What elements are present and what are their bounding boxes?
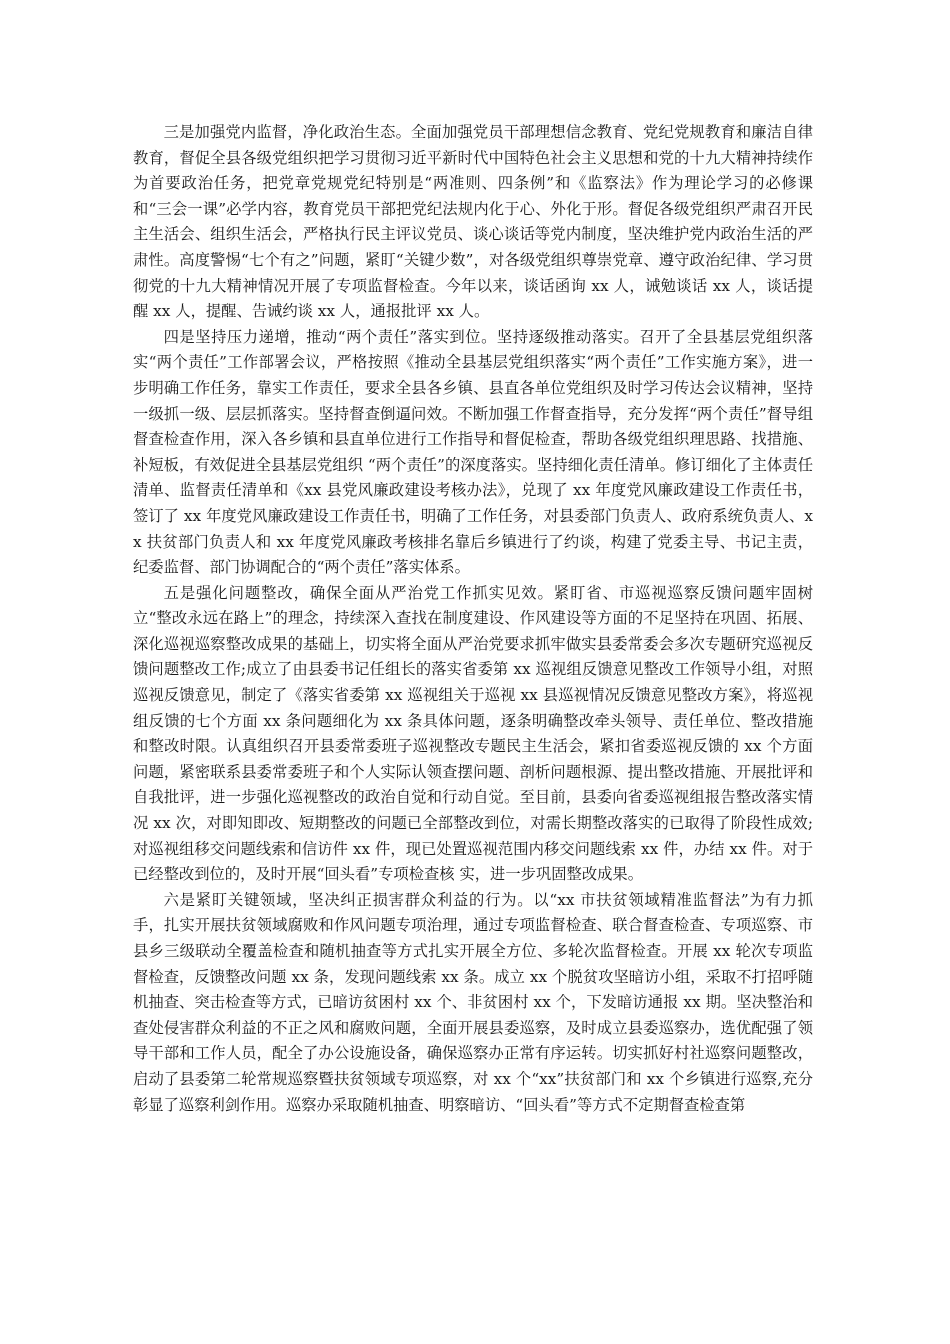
paragraph-two-responsibilities: 四是坚持压力递增，推动“两个责任”落实到位。坚持逐级推动落实。召开了全县基层党组织落实“两个责任”工作部署会议，严格按照《推动全县基层党组织落实“两个责任”工作实施方案》，进一步明确工作任务，靠实工作责任，要求全县各乡镇、县直各单位党组织及时学习传达会议精神，坚持一级抓一级、层层抓落实。坚持督查倒逼问效。不断加强工作督查指导，充分发挥“两个责任”督导组督查检查作用，深入各乡镇和县直单位进行工作指导和督促检查，帮助各级党组织理思路、找措施、补短板，有效促进全县基层党组织 “两个责任”的深度落实。坚持细化责任清单。修订细化了主体责任清单、监督责任清单和《xx 县党风廉政建设考核办法》，兑现了 xx 年度党风廉政建设工作责任书，签订了 xx 年度党风廉政建设工作责任书，明确了工作任务，对县委部门负责人、政府系统负责人、xx 扶贫部门负责人和 xx 年度党风廉政考核排名靠后乡镇进行了约谈，构建了党委主导、书记主责，纪委监督、部门协调配合的“两个责任”落实体系。 <box>133 327 813 577</box>
paragraph-problem-rectification: 五是强化问题整改，确保全面从严治党工作抓实见效。紧盯省、市巡视巡察反馈问题牢固树立“整改永远在路上”的理念，持续深入查找在制度建设、作风建设等方面的不足坚持在巩固、拓展、深化巡视巡察整改成果的基础上，切实将全面从严治党要求抓牢做实县委常委会多次专题研究巡视反馈问题整改工作;成立了由县委书记任组长的落实省委第 xx 巡视组反馈意见整改工作领导小组，对照巡视反馈意见，制定了《落实省委第 xx 巡视组关于巡视 xx 县巡视情况反馈意见整改方案》，将巡视组反馈的七个方面 xx 条问题细化为 xx 条具体问题，逐条明确整改牵头领导、责任单位、整改措施和整改时限。认真组织召开县委常委班子巡视整改专题民主生活会，紧扣省委巡视反馈的 xx 个方面问题，紧密联系县委常委班子和个人实际认领查摆问题、剖析问题根源、提出整改措施、开展批评和自我批评，进一步强化巡视整改的政治自觉和行动自觉。至目前，县委向省委巡视组报告整改落实情况 xx 次，对即知即改、短期整改的问题已全部整改到位，对需长期整改落实的已取得了阶段性成效;对巡视组移交问题线索和信访件 xx 件，现已处置巡视范围内移交问题线索 xx 件，办结 xx 件。对于已经整改到位的，及时开展“回头看”专项检查核 实，进一步巩固整改成果。 <box>133 583 813 884</box>
paragraph-key-areas: 六是紧盯关键领域，坚决纠正损害群众利益的行为。以“xx 市扶贫领域精准监督法”为有力抓手，扎实开展扶贫领域腐败和作风问题专项治理，通过专项监督检查、联合督查检查、专项巡察、市县乡三级联动全覆盖检查和随机抽查等方式扎实开展全方位、多轮次监督检查。开展 xx 轮次专项监督检查，反馈整改问题 xx 条，发现问题线索 xx 条。成立 xx 个脱贫攻坚暗访小组，采取不打招呼随机抽查、突击检查等方式，已暗访贫困村 xx 个、非贫困村 xx 个，下发暗访通报 xx 期。坚决整治和查处侵害群众利益的不正之风和腐败问题，全面开展县委巡察，及时成立县委巡察办，选优配强了领导干部和工作人员，配全了办公设施设备，确保巡察办正常有序运转。切实抓好村社巡察问题整改，启动了县委第二轮常规巡察暨扶贫领域专项巡察，对 xx 个“xx”扶贫部门和 xx 个乡镇进行巡察,充分彰显了巡察利剑作用。巡察办采取随机抽查、明察暗访、“回头看”等方式不定期督查检查第 <box>133 890 813 1114</box>
document-body <box>133 120 813 1118</box>
paragraph-intra-party-supervision: 三是加强党内监督，净化政治生态。全面加强党员干部理想信念教育、党纪党规教育和廉洁自律教育，督促全县各级党组织把学习贯彻习近平新时代中国特色社会主义思想和党的十九大精神持续作为首要政治任务，把党章党规党纪特别是“两准则、四条例”和《监察法》作为理论学习的必修课和“三会一课”必学内容，教育党员干部把党纪法规内化于心、外化于形。督促各级党组织严肃召开民主生活会、组织生活会，严格执行民主评议党员、谈心谈话等党内制度，坚决维护党内政治生活的严肃性。高度警惕“七个有之”问题，紧盯“关键少数”，对各级党组织尊崇党章、遵守政治纪律、学习贯彻党的十九大精神情况开展了专项监督检查。今年以来，谈话函询 xx 人，诫勉谈话 xx 人，谈话提醒 xx 人，提醒、告诫约谈 xx 人，通报批评 xx 人。 <box>133 123 813 321</box>
